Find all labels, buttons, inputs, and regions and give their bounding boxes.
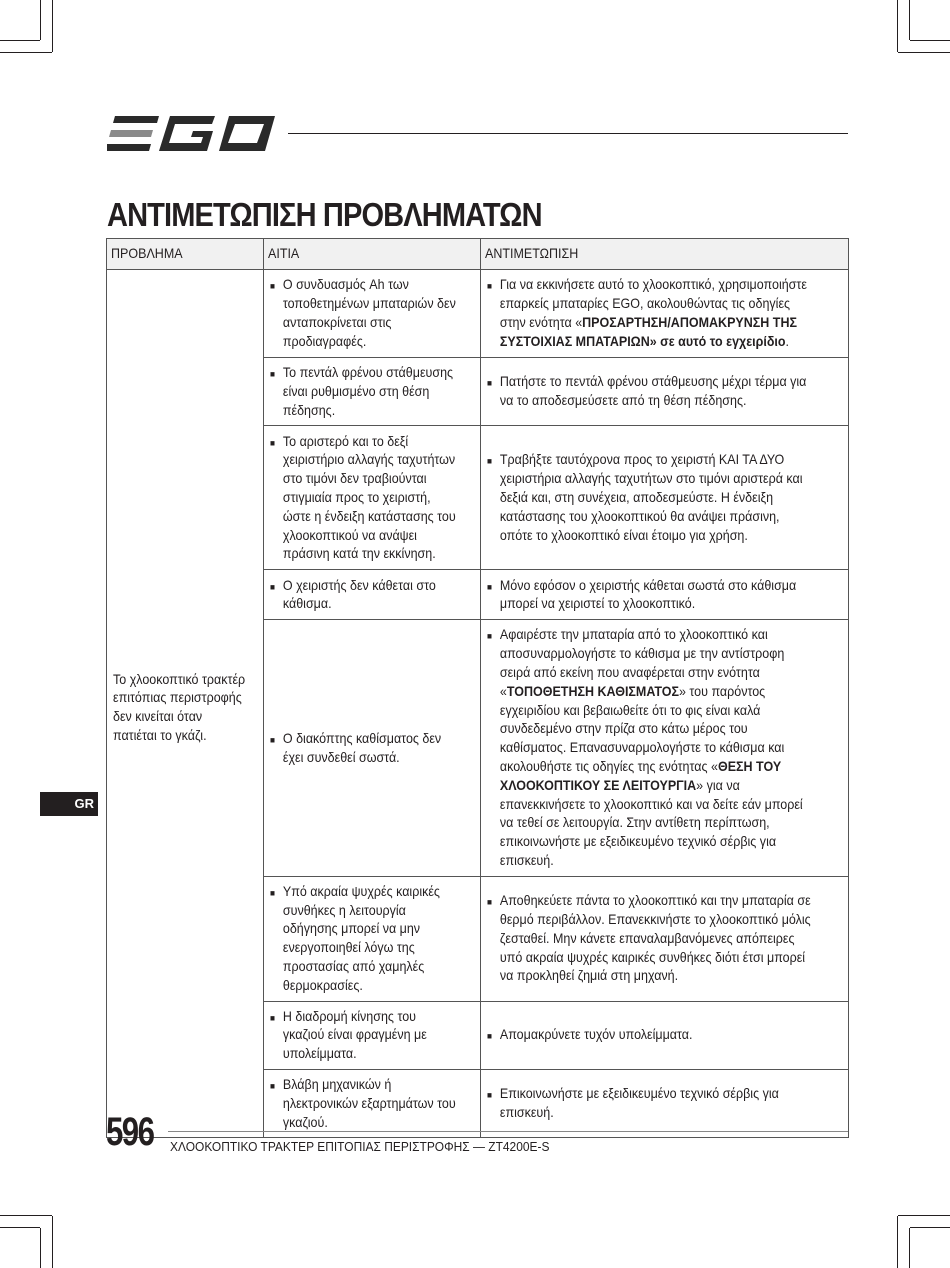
bullet-icon: ■	[487, 456, 493, 467]
remedy-cell	[481, 1069, 849, 1137]
remedy-text: Μόνο εφόσον ο χειριστής κάθεται σωστά στο κάθισμα μπορεί να χειριστεί το χλοοκοπτικό.	[499, 577, 797, 612]
remedy-text: Για να εκκινήσετε αυτό το χλοοκοπτικό, χρησιμοποιήστε επαρκείς μπαταρίες EGO, ακολουθώντας τις οδηγίες στην ενότητα «ΠΡΟΣΑΡΤΗΣΗ/ΑΠΟΜΑΚΡΥΝΣΗ ΤΗΣ ΣΥΣΤΟΙΧΙΑΣ ΜΠΑΤΑΡΙΩΝ» σε αυτό το εγχειρίδιο.	[499, 277, 807, 349]
remedy-text: Απομακρύνετε τυχόν υπολείμματα.	[499, 1026, 693, 1042]
table-row	[107, 270, 849, 358]
problem-cell	[107, 270, 264, 1138]
crop-mark	[910, 40, 950, 41]
cause-text: Η διαδρομή κίνησης του γκαζιού είναι φραγμένη με υπολείμματα.	[282, 1008, 427, 1062]
crop-mark	[898, 1215, 950, 1216]
page-title: ΑΝΤΙΜΕΤΩΠΙΣΗ ΠΡΟΒΛΗΜΑΤΩΝ	[107, 196, 542, 233]
bullet-icon: ■	[487, 897, 493, 908]
remedy-cell	[481, 1001, 849, 1069]
remedy-text: Τραβήξτε ταυτόχρονα προς το χειριστή ΚΑΙ ΤΑ ΔΥΟ χειριστήρια αλλαγής ταχυτήτων στο τιμόνι αριστερά και δεξιά και, στη συνέχεια, αποδεσμεύστε. Η ένδειξη κατάστασης του χλοοκοπτικού θα ανάψει πράσινη, οπότε το χλοοκοπτικό είναι έτοιμο για χρήση.	[499, 452, 803, 543]
cause-cell	[264, 270, 481, 358]
column-header-problem: ΠΡΟΒΛΗΜΑ	[107, 239, 264, 270]
bullet-icon: ■	[270, 734, 276, 745]
crop-mark	[898, 52, 950, 53]
cause-cell	[264, 620, 481, 876]
crop-mark	[909, 0, 910, 40]
remedy-text: Αφαιρέστε την μπαταρία από το χλοοκοπτικό και αποσυναρμολογήστε το κάθισμα με την αντίστροφη σειρά από εκείνη που αναφέρεται στην ενότητα «ΤΟΠΟΘΕΤΗΣΗ ΚΑΘΙΣΜΑΤΟΣ» του παρόντος εγχειριδίου και βεβαιωθείτε ότι το φις είναι καλά συνδεδεμένο στην πρίζα στο κάτω μέρος του καθίσματος. Επανασυναρμολογήστε το κάθισμα και ακολουθήστε τις οδηγίες της ενότητας «ΘΕΣΗ ΤΟΥ ΧΛΟΟΚΟΠΤΙΚΟΥ ΣΕ ΛΕΙΤΟΥΡΓΙΑ» για να επανεκκινήσετε το χλοοκοπτικό και να δείτε εάν μπορεί να τεθεί σε λειτουργία. Στην αντίθετη περίπτωση, επικοινωνήστε με εξειδικευμένο τεχνικό σέρβις για επισκευή.	[499, 627, 803, 868]
cause-cell	[264, 426, 481, 570]
crop-mark	[909, 1228, 910, 1268]
crop-mark	[52, 1216, 53, 1268]
ego-logo	[107, 114, 277, 154]
cause-text: Ο χειριστής δεν κάθεται στο κάθισμα.	[282, 577, 436, 612]
cause-text: Ο συνδυασμός Ah των τοποθετημένων μπαταριών δεν ανταποκρίνεται στις προδιαγραφές.	[282, 277, 456, 349]
column-header-remedy: ΑΝΤΙΜΕΤΩΠΙΣΗ	[481, 239, 849, 270]
crop-mark	[40, 0, 41, 40]
remedy-cell	[481, 620, 849, 876]
crop-mark	[52, 0, 53, 52]
remedy-cell	[481, 876, 849, 1001]
cause-text: Υπό ακραία ψυχρές καιρικές συνθήκες η λειτουργία οδήγησης μπορεί να μην ενεργοποιηθεί λόγω της προστασίας από χαμηλές θερμοκρασίες.	[282, 883, 440, 993]
cause-text: Το αριστερό και το δεξί χειριστήριο αλλαγής ταχυτήτων στο τιμόνι δεν τραβιούνται στιγμιαία προς το χειριστή, ώστε η ένδειξη κατάστασης του χλοοκοπτικού να ανάψει πράσινη κατά την εκκίνηση.	[282, 433, 456, 562]
bullet-icon: ■	[270, 1080, 276, 1091]
remedy-cell	[481, 358, 849, 426]
bullet-icon: ■	[487, 1030, 493, 1041]
bullet-icon: ■	[487, 581, 493, 592]
bullet-icon: ■	[270, 437, 276, 448]
troubleshooting-table	[106, 238, 849, 1138]
cause-text: Βλάβη μηχανικών ή ηλεκτρονικών εξαρτημάτων του γκαζιού.	[282, 1076, 456, 1130]
page-number: 596	[106, 1110, 154, 1154]
problem-text: Το χλοοκοπτικό τρακτέρ επιτόπιας περιστροφής δεν κινείται όταν πατιέται το γκάζι.	[113, 671, 246, 743]
crop-mark	[40, 1228, 41, 1268]
cause-cell	[264, 876, 481, 1001]
cause-cell	[264, 570, 481, 620]
crop-mark	[897, 0, 898, 52]
footer-rule	[168, 1131, 848, 1132]
crop-mark	[0, 1227, 40, 1228]
cause-cell	[264, 1001, 481, 1069]
crop-mark	[0, 1215, 52, 1216]
cause-text: Ο διακόπτης καθίσματος δεν έχει συνδεθεί σωστά.	[282, 730, 442, 765]
crop-mark	[0, 52, 52, 53]
language-tab: GR	[40, 792, 98, 816]
cause-cell	[264, 358, 481, 426]
bullet-icon: ■	[487, 631, 493, 642]
table-header-row	[107, 239, 849, 270]
bullet-icon: ■	[487, 281, 493, 292]
bullet-icon: ■	[270, 369, 276, 379]
header-rule	[288, 133, 848, 134]
bullet-icon: ■	[270, 887, 276, 898]
bullet-icon: ■	[487, 1090, 493, 1101]
remedy-text: Επικοινωνήστε με εξειδικευμένο τεχνικό σέρβις για επισκευή.	[499, 1086, 779, 1121]
remedy-text: Αποθηκεύετε πάντα το χλοοκοπτικό και την μπαταρία σε θερμό περιβάλλον. Επανεκκινήστε το χλοοκοπτικό μόλις ζεσταθεί. Μην κάνετε επαναλαμβανόμενες απόπειρες υπό ακραία ψυχρές καιρικές συνθήκες διότι έτσι μπορεί να προκληθεί ζημιά στη μηχανή.	[499, 893, 811, 984]
bullet-icon: ■	[270, 581, 276, 592]
bullet-icon: ■	[270, 281, 276, 292]
remedy-cell	[481, 270, 849, 358]
crop-mark	[910, 1227, 950, 1228]
column-header-cause: ΑΙΤΙΑ	[264, 239, 481, 270]
crop-mark	[897, 1216, 898, 1268]
crop-mark	[0, 40, 40, 41]
cause-cell	[264, 1069, 481, 1137]
bullet-icon: ■	[270, 1012, 276, 1023]
cause-text: Το πεντάλ φρένου στάθμευσης είναι ρυθμισμένο στη θέση πέδησης.	[282, 365, 454, 418]
remedy-text: Πατήστε το πεντάλ φρένου στάθμευσης μέχρι τέρμα για να το αποδεσμεύσετε από τη θέση πέδησης.	[499, 374, 807, 409]
footer-text: ΧΛΟΟΚΟΠΤΙΚΟ ΤΡΑΚΤΕΡ ΕΠΙΤΟΠΙΑΣ ΠΕΡΙΣΤΡΟΦΗΣ — ZT4200E-S	[170, 1139, 550, 1154]
bullet-icon: ■	[487, 378, 493, 389]
remedy-cell	[481, 570, 849, 620]
remedy-cell	[481, 426, 849, 570]
